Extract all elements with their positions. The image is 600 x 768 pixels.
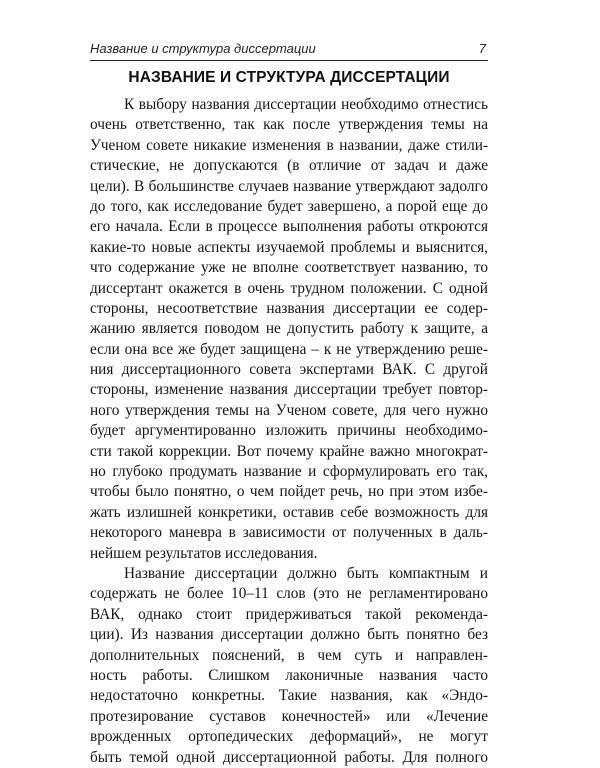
text-line: жанию является поводом не допустить работу к защите, а — [90, 320, 488, 338]
text-line: недостаточно конкретны. Такие названия, как «Эндо- — [90, 687, 488, 705]
text-line: очень ответственно, так как после утверждения темы на — [90, 116, 488, 134]
text-line: Ученом совете никакие изменения в названии, даже стили- — [90, 136, 488, 154]
text-line: ного утверждения темы на Ученом совете, для чего нужно — [90, 401, 488, 419]
body-text — [90, 95, 488, 768]
text-line: ность работы. Слишком лаконичные названия часто — [90, 666, 488, 684]
text-line: ции). Из названия диссертации должно быть понятно без — [90, 626, 488, 644]
text-line: некоторого маневра в зависимости от полученных в даль- — [90, 524, 488, 542]
text-line: какие-то новые аспекты изучаемой проблемы и выяснится, — [90, 238, 488, 256]
running-header — [90, 38, 488, 61]
paragraph — [90, 95, 488, 564]
text-line: его начала. Если в процессе выполнения работы откроются — [90, 218, 488, 236]
text-line: чтобы было понятно, о чем пойдет речь, но при этом избе- — [90, 483, 488, 501]
text-line: протезирование суставов конечностей» или «Лечение — [90, 707, 488, 725]
text-line: диссертант окажется в очень трудном положении. С одной — [90, 279, 488, 297]
text-line: быть темой одной диссертационной работы. Для полного — [90, 748, 488, 766]
page-number: 7 — [478, 41, 486, 56]
text-line: К выбору названия диссертации необходимо отнестись — [124, 96, 488, 113]
text-line: но глубоко продумать название и сформулировать его так, — [90, 463, 488, 481]
text-line: если она все же будет защищена – к не утверждению реше- — [90, 340, 488, 358]
text-line: будет аргументированно изложить причины необходимо- — [90, 422, 488, 440]
text-line: дополнительных пояснений, в чем суть и направлен- — [90, 646, 488, 664]
text-line: что содержание уже не вполне соответствует названию, то — [90, 259, 488, 277]
running-header-title: Название и структура диссертации — [90, 41, 316, 56]
text-line: нейшем результатов исследования. — [90, 544, 318, 562]
text-line: жать излишней конкретики, оставив себе возможность для — [90, 503, 488, 521]
text-line: цели). В большинстве случаев название утверждают задолго — [90, 177, 488, 195]
chapter-title: НАЗВАНИЕ И СТРУКТУРА ДИССЕРТАЦИИ — [128, 69, 450, 86]
text-line: стороны, несоответствие названия диссертации ее содер- — [90, 299, 488, 317]
text-line: сти такой коррекции. Вот почему крайне важно многократ- — [90, 442, 488, 460]
text-line: врожденных ортопедических деформаций», не могут — [90, 728, 488, 746]
text-line: стические, не допускаются (в отличие от задач и даже — [90, 157, 488, 175]
text-line: содержать не более 10–11 слов (это не регламентировано — [90, 585, 488, 603]
text-line: до того, как исследование будет завершено, а порой еще до — [90, 197, 488, 215]
text-line: Название диссертации должно быть компактным и — [124, 564, 488, 582]
paragraph — [90, 564, 488, 768]
text-line: стороны, изменение названия диссертации требует повтор- — [90, 381, 488, 399]
text-line: ния диссертационного совета экспертами ВАК. С другой — [90, 361, 488, 379]
text-line: ВАК, однако стоит придерживаться такой рекоменда- — [90, 605, 488, 623]
